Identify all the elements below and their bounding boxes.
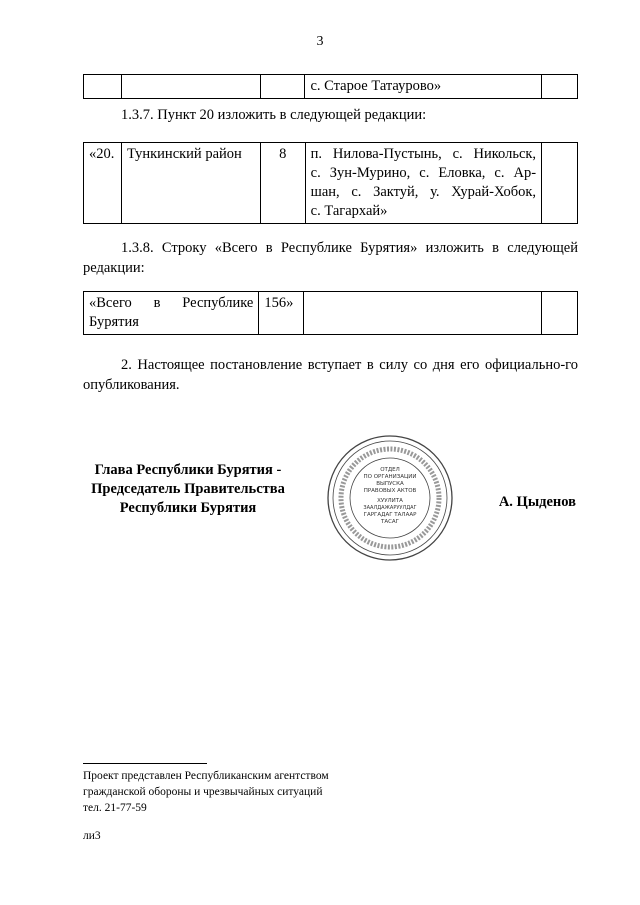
- table-cell-settlements: с. Старое Татаурово»: [305, 75, 542, 99]
- table-row: [84, 292, 578, 335]
- signatory-title-line: Председатель Правительства: [91, 481, 285, 497]
- settlement-line: с. Тагархай»: [310, 203, 388, 219]
- total-label-line: Бурятия: [89, 314, 139, 330]
- table-cell-total-label: [84, 292, 259, 335]
- table-cell-district: Тункинский район: [121, 143, 260, 224]
- paragraph-2-effective-date: 2. Настоящее постановление вступает в силу со дня его официально-го опубликования.: [83, 357, 578, 393]
- table-cell: [542, 143, 578, 224]
- paragraph-1-3-8: 1.3.8. Строку «Всего в Республике Бурятия» изложить в следующей редакции:: [83, 240, 578, 276]
- total-label-line: «Всего в Республике: [89, 295, 254, 311]
- svg-text:ВЫПУСКА: ВЫПУСКА: [376, 481, 404, 487]
- signatory-title-line: Республики Бурятия: [119, 500, 257, 516]
- settlement-line: п. Нилова-Пустынь, с. Никольск,: [310, 146, 537, 162]
- footnote: [83, 768, 329, 816]
- settlement-line: шан, с. Зактуй, у. Хурай-Хобок,: [310, 184, 537, 200]
- svg-text:ЗААЛДАЖАРУУЛДАГ: ЗААЛДАЖАРУУЛДАГ: [363, 505, 417, 511]
- table-row-starое-tataurovo: [83, 74, 578, 99]
- table-row: [84, 143, 578, 224]
- table-cell-total-count: 156»: [259, 292, 304, 335]
- document-code: ли3: [83, 830, 101, 842]
- paragraph-1-3-7: 1.3.7. Пункт 20 изложить в следующей редакции:: [121, 107, 427, 123]
- signatory-name: А. Цыденов: [498, 494, 576, 510]
- signatory-title: [83, 461, 293, 518]
- svg-text:ТАСАГ: ТАСАГ: [380, 519, 400, 525]
- page-number: 3: [316, 34, 324, 49]
- table-row-total: [83, 291, 578, 335]
- svg-text:ПО ОРГАНИЗАЦИИ: ПО ОРГАНИЗАЦИИ: [363, 474, 417, 480]
- settlement-line: с. Зун-Мурино, с. Еловка, с. Ар-: [310, 165, 537, 181]
- svg-text:ГАРГАДАГ ТАЛААР: ГАРГАДАГ ТАЛААР: [363, 512, 417, 518]
- footnote-divider: [83, 763, 207, 764]
- table-row-tunka: [83, 142, 578, 224]
- table-cell-count: 8: [260, 143, 305, 224]
- table-cell: [260, 75, 305, 99]
- table-row: [84, 75, 578, 99]
- footnote-line: тел. 21-77-59: [83, 802, 147, 814]
- table-cell-number: «20.: [84, 143, 122, 224]
- table-cell: [541, 292, 577, 335]
- table-cell: [84, 75, 122, 99]
- svg-text:ОТДЕЛ: ОТДЕЛ: [380, 467, 400, 473]
- footnote-line: Проект представлен Республиканским агентством: [83, 770, 329, 782]
- table-cell: [121, 75, 260, 99]
- official-seal: [325, 433, 455, 563]
- table-cell: [304, 292, 541, 335]
- svg-text:ХУУЛИТА: ХУУЛИТА: [377, 498, 403, 504]
- table-cell: [542, 75, 578, 99]
- signatory-title-line: Глава Республики Бурятия -: [94, 462, 282, 478]
- svg-text:ПРАВОВЫХ АКТОВ: ПРАВОВЫХ АКТОВ: [363, 488, 417, 494]
- table-cell-settlements: [305, 143, 541, 224]
- footnote-line: гражданской обороны и чрезвычайных ситуаций: [83, 786, 323, 798]
